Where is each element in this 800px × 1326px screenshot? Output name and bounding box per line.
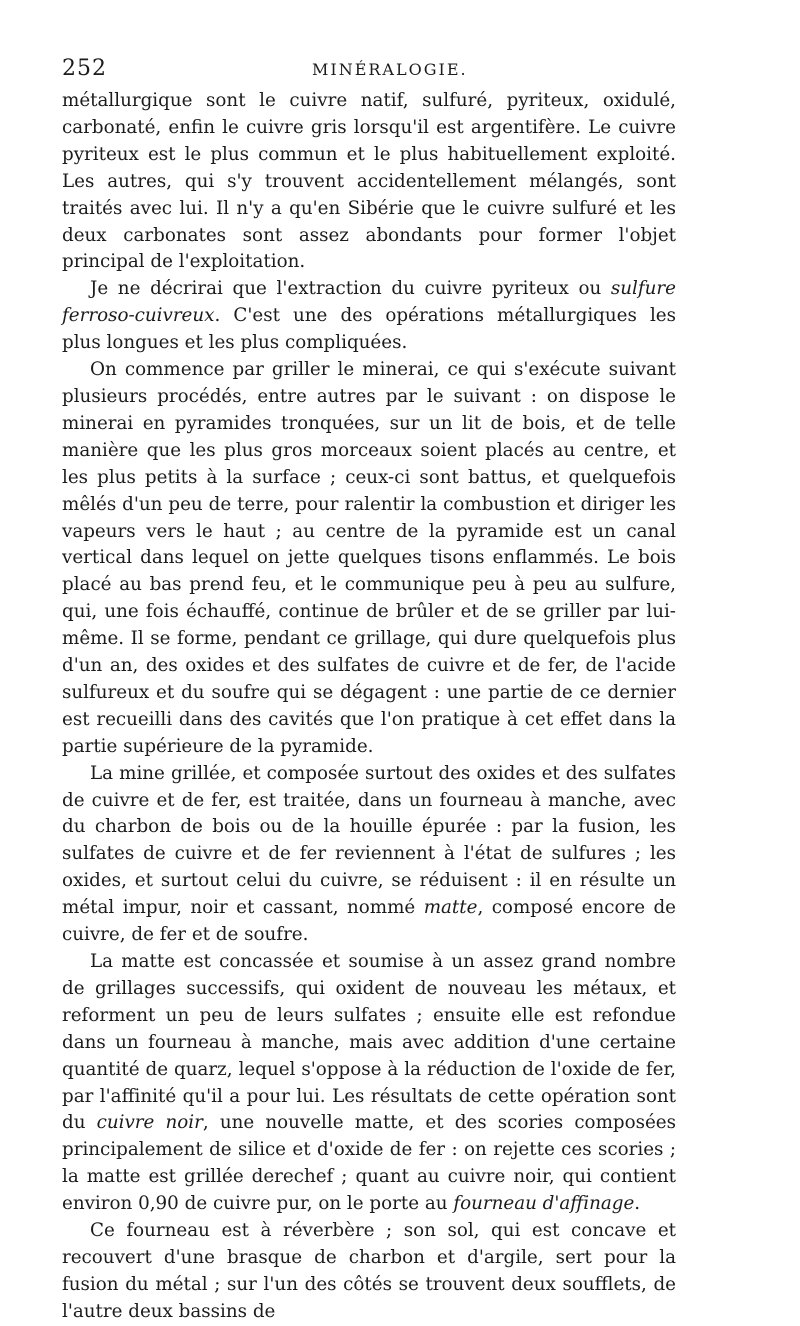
term-matte: matte — [423, 897, 478, 919]
paragraph-4 — [62, 761, 676, 949]
running-head-title: MINÉRALOGIE. — [312, 60, 468, 79]
paragraph-1: métallurgique sont le cuivre natif, sulfuré, pyriteux, oxidulé, carbonaté, enfin le cuivre gris lorsqu'il est argentifère. Le cuivre pyriteux est le plus commun et le plus habituellement exploité. Les autres, qui s'y trouvent accidentellement mélangés, sont traités avec lui. Il n'y a qu'en Sibérie que le cuivre sulfuré et les deux carbonates sont assez abondants pour former l'objet principal de l'exploitation. — [62, 90, 676, 273]
body-text — [62, 88, 676, 1326]
paragraph-5 — [62, 949, 676, 1218]
paragraph-5-text-c: . — [634, 1193, 641, 1215]
paragraph-5-text-a: La matte est concassée et soumise à un assez grand nombre de grillages successifs, qui oxident de nouveau les métaux, et reforment un peu de leurs sulfates ; ensuite elle est refondue dans un fourneau à manche, mais avec addition d'une certaine quantité de quarz, lequel s'oppose à la réduction de l'oxide de fer, par l'affinité qu'il a pour lui. Les résultats de cette opération sont du — [62, 951, 676, 1134]
page-number: 252 — [62, 56, 107, 81]
paragraph-2-text-b: . C'est une des opérations métallurgiques les plus longues et les plus compliquées. — [62, 305, 676, 354]
paragraph-3: On commence par griller le minerai, ce qui s'exécute suivant plusieurs procédés, entre autres par le suivant : on dispose le minerai en pyramides tronquées, sur un lit de bois, et de telle manière que les plus gros morceaux soient placés au centre, et les plus petits à la surface ; ceux-ci sont battus, et quelquefois mêlés d'un peu de terre, pour ralentir la combustion et diriger les vapeurs vers le haut ; au centre de la pyramide est un canal vertical dans lequel on jette quelques tisons enflammés. Le bois placé au bas prend feu, et le communique peu à peu au sulfure, qui, une fois échauffé, continue de brûler et de se griller par lui-même. Il se forme, pendant ce grillage, qui dure quelquefois plus d'un an, des oxides et des sulfates de cuivre et de fer, de l'acide sulfureux et du soufre qui se dégagent : une partie de ce dernier est recueilli dans des cavités que l'on pratique à cet effet dans la partie supérieure de la pyramide. — [62, 359, 676, 757]
paragraph-4-text-a: La mine grillée, et composée surtout des oxides et des sulfates de cuivre et de fer, est traitée, dans un fourneau à manche, avec du charbon de bois ou de la houille épurée : par la fusion, les sulfates de cuivre et de fer reviennent à l'état de sulfures ; les oxides, et surtout celui du cuivre, se réduisent : il en résulte un métal impur, noir et cassant, nommé — [62, 762, 676, 919]
paragraph-2-text-a: Je ne décrirai que l'extraction du cuivre pyriteux ou — [90, 278, 611, 300]
running-head — [62, 56, 678, 86]
term-sulfure-ferroso-cuivreux: sulfure ferroso-cuivreux — [62, 278, 676, 327]
term-cuivre-noir: cuivre noir — [96, 1112, 203, 1134]
paragraph-5-text-b: , une nouvelle matte, et des scories composées principalement de silice et d'oxide de fer : on rejette ces scories ; la matte est grillée derechef ; quant au cuivre noir, qui contient environ 0,90 de cuivre pur, on le porte au — [62, 1112, 677, 1215]
paragraph-4-text-b: , composé encore de cuivre, de fer et de soufre. — [62, 897, 677, 946]
term-fourneau-d-affinage: fourneau d'affinage — [453, 1193, 635, 1215]
paragraph-2 — [62, 276, 676, 357]
paragraph-6: Ce fourneau est à réverbère ; son sol, qui est concave et recouvert d'une brasque de charbon et d'argile, sert pour la fusion du métal ; sur l'un des côtés se trouvent deux soufflets, de l'autre deux bassins de — [62, 1220, 676, 1322]
